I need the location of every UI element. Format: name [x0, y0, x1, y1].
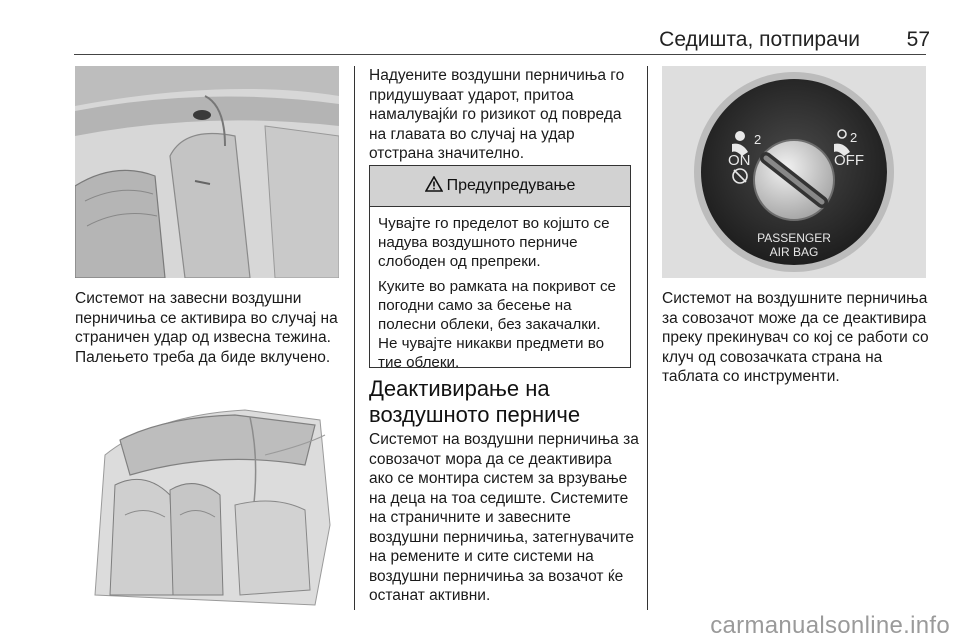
intro-paragraph: Надуените воздушни перничиња го придушуваат ударот, притоа намалувајќи го ризикот од повреда на главата во случај на удар отстрана значително.: [369, 67, 625, 162]
page-header-title: Седишта, потпирачи: [659, 28, 860, 51]
switch-on-label: ON: [728, 152, 751, 169]
header-rule: [74, 54, 926, 55]
warning-paragraph: Чувајте го пределот во којшто се надува воздушното перниче слободен од препреки.: [378, 215, 610, 270]
switch-off-label: OFF: [834, 152, 864, 169]
switch-airbag-label: AIR BAG: [769, 245, 819, 259]
page-number: 57: [906, 28, 930, 51]
section-paragraph: Системот на воздушни перничиња за совозачот мора да се деактивира ако се монтира систем за врзување на деца на тоа седиште. Системите на страничните и завесните воздушни перничиња, затегнувачите на ремените и сите системи на воздушни перничиња за возачот ќе останат активни.: [369, 431, 639, 604]
caption-curtain-airbag: Системот на завесни воздушни перничиња се активира во случај на страничен удар од извесна тежина. Палењето треба да биде вклучено.: [75, 290, 338, 366]
warning-title: Предупредување: [446, 177, 576, 194]
warning-header: [370, 166, 630, 207]
watermark: carmanualsonline.info: [710, 612, 950, 639]
switch-seat-number: 2: [754, 132, 762, 147]
warning-paragraph: Куките во рамката на покривот се погодни само за бесење на полесни облеки, без закачалки. Не чувајте никакви предмети во тие облеки.: [378, 278, 616, 371]
section-heading: Деактивирање на воздушното перниче: [369, 376, 581, 427]
figure-curtain-airbag-deployed: [75, 395, 339, 607]
column-divider-left: [354, 66, 355, 610]
warning-triangle-icon: [425, 176, 443, 197]
figure-curtain-airbag-interior: [75, 66, 339, 278]
switch-passenger-label: PASSENGER: [757, 231, 831, 245]
figure-airbag-key-switch: [662, 66, 926, 278]
switch-seat-number: 2: [850, 130, 858, 145]
caption-key-switch: Системот на воздушните перничиња за совозачот може да се деактивира преку прекинувач со кој се работи со клуч од совозачката страна на таблата со инструменти.: [662, 290, 929, 385]
column-divider-right: [647, 66, 648, 610]
warning-box: [369, 165, 631, 371]
